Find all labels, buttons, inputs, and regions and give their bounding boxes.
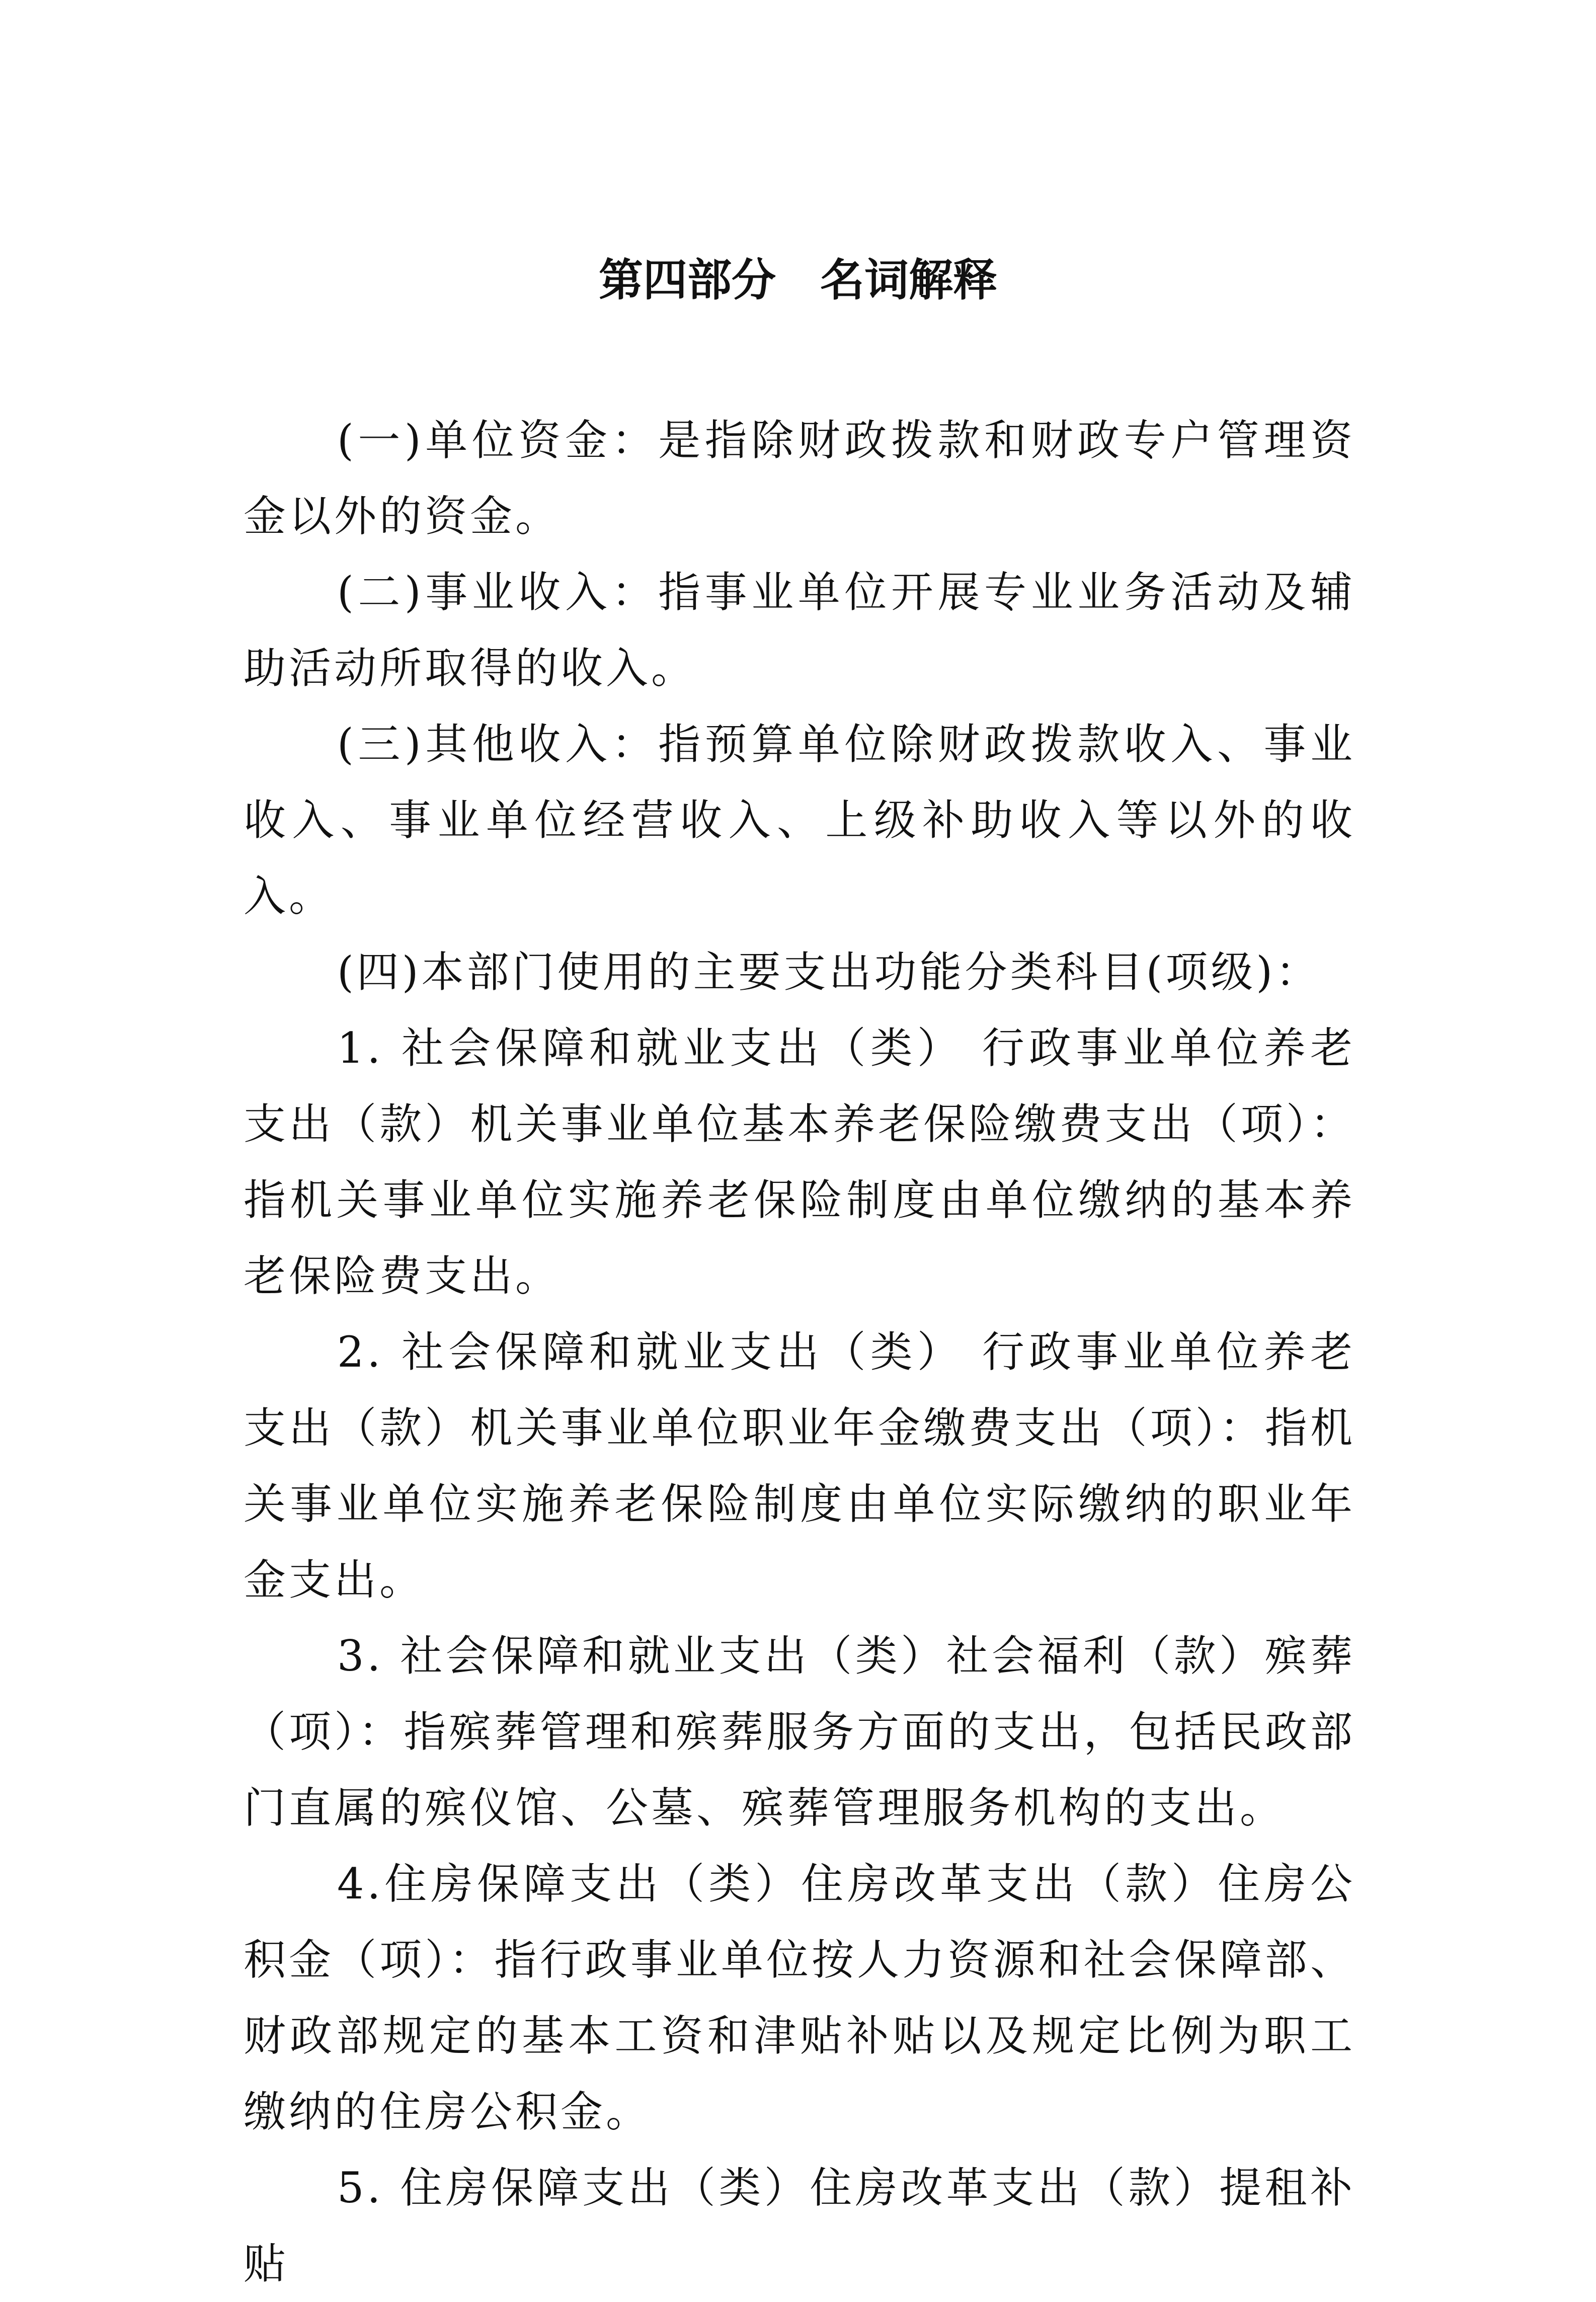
paragraph-expenditure-categories: (四)本部门使用的主要支出功能分类科目(项级)： xyxy=(337,947,1321,997)
page-title: 第四部分 名词解释 xyxy=(598,254,997,306)
paragraph-item-3: 3. 社会保障和就业支出（类）社会福利（款）殡葬（项）：指殡葬管理和殡葬服务方面的支出，包括民政部门直属的殡仪馆、公墓、殡葬管理服务机构的支出。 xyxy=(244,1631,1355,1833)
document-body xyxy=(244,403,1355,2302)
paragraph-business-income: (二)事业收入：指事业单位开展专业业务活动及辅助活动所取得的收入。 xyxy=(244,568,1355,693)
paragraph-other-income: (三)其他收入：指预算单位除财政拨款收入、事业收入、事业单位经营收入、上级补助收入等以外的收入。 xyxy=(244,720,1355,921)
paragraph-item-1: 1. 社会保障和就业支出（类） 行政事业单位养老支出（款）机关事业单位基本养老保险缴费支出（项）：指机关事业单位实施养老保险制度由单位缴纳的基本养老保险费支出。 xyxy=(244,1023,1355,1301)
paragraph-item-5: 5. 住房保障支出（类）住房改革支出（款）提租补贴 xyxy=(244,2163,1355,2288)
paragraph-unit-funds: (一)单位资金：是指除财政拨款和财政专户管理资金以外的资金。 xyxy=(244,416,1355,541)
paragraph-item-4: 4.住房保障支出（类）住房改革支出（款）住房公积金（项）：指行政事业单位按人力资源和社会保障部、财政部规定的基本工资和津贴补贴以及规定比例为职工缴纳的住房公积金。 xyxy=(244,1859,1355,2136)
paragraph-item-2: 2. 社会保障和就业支出（类） 行政事业单位养老支出（款）机关事业单位职业年金缴费支出（项）：指机关事业单位实施养老保险制度由单位实际缴纳的职业年金支出。 xyxy=(244,1327,1355,1605)
